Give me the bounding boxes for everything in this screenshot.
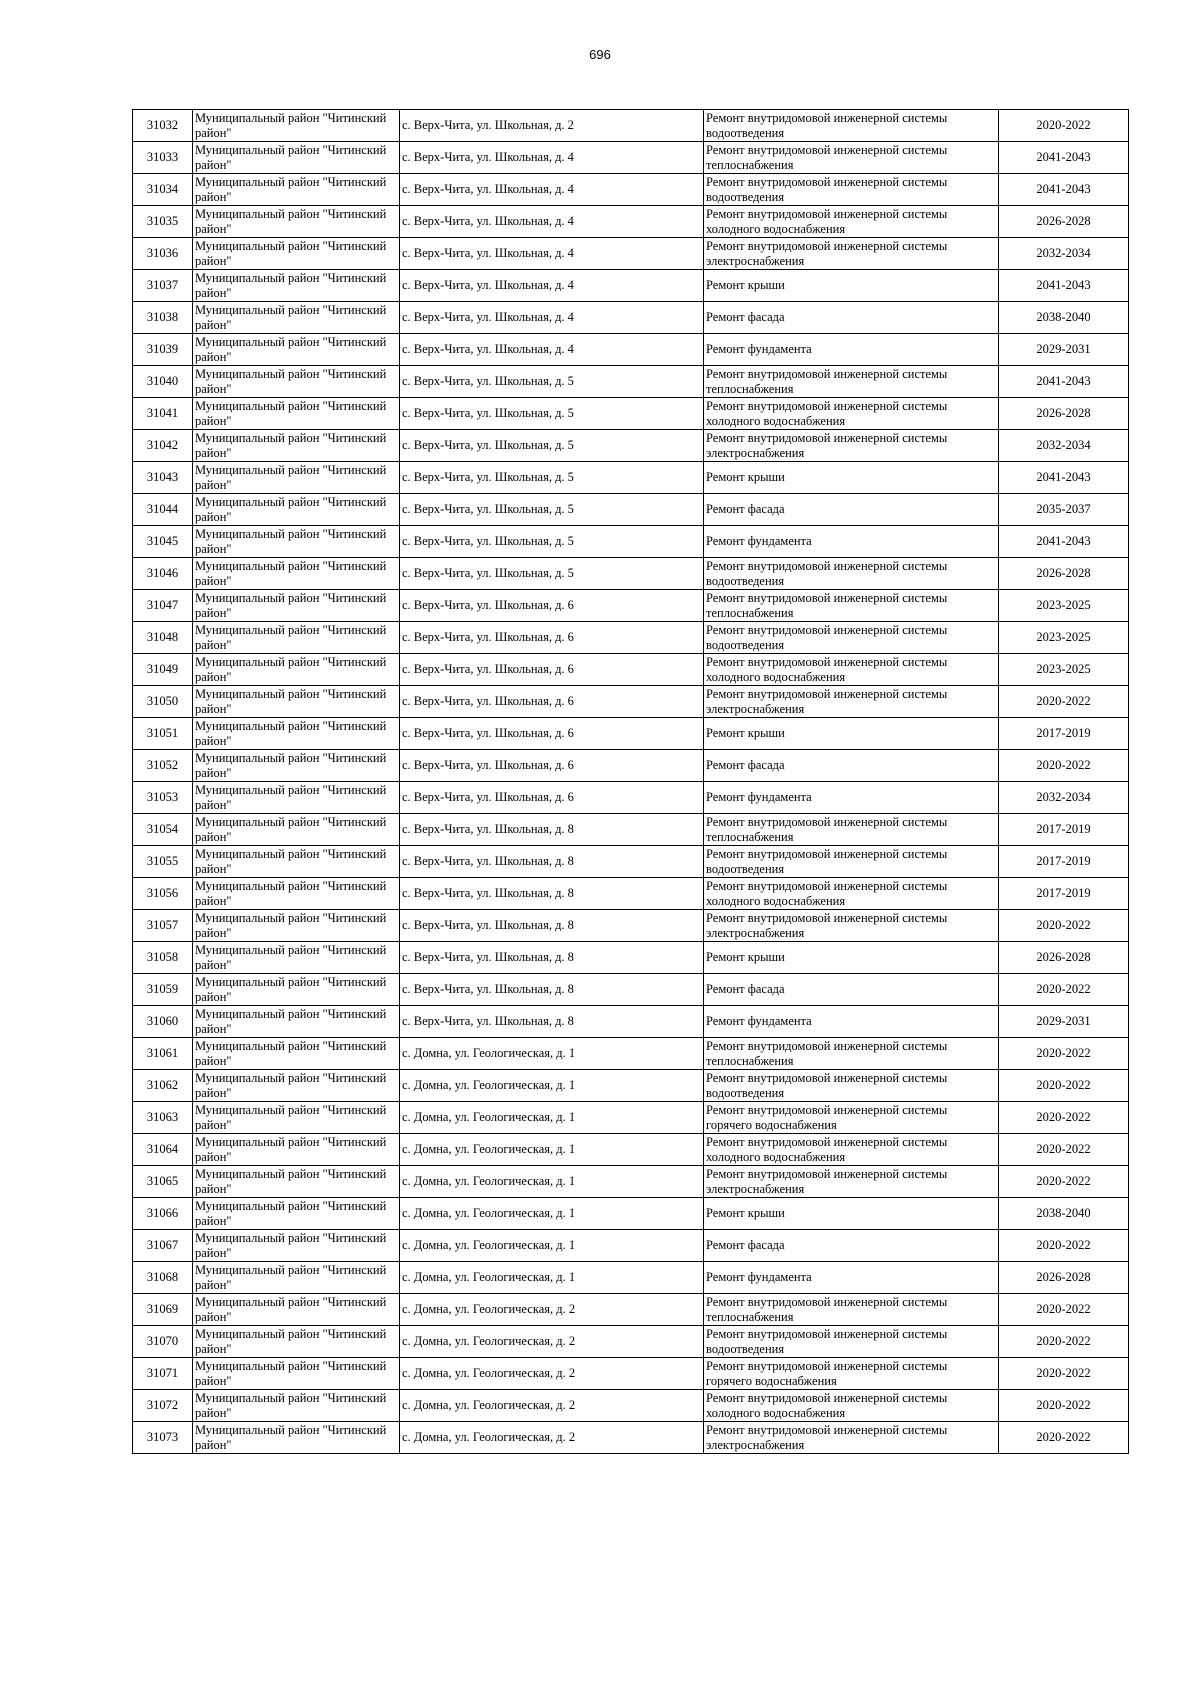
work-type-cell: Ремонт внутридомовой инженерной системы водоотведения	[704, 622, 999, 654]
municipality-cell: Муниципальный район "Читинский район"	[193, 1070, 400, 1102]
table-row	[133, 750, 1129, 782]
period-cell: 2017-2019	[999, 878, 1129, 910]
table-row	[133, 1326, 1129, 1358]
table-row	[133, 1070, 1129, 1102]
work-type-cell: Ремонт внутридомовой инженерной системы холодного водоснабжения	[704, 878, 999, 910]
municipality-cell: Муниципальный район "Читинский район"	[193, 590, 400, 622]
municipality-cell: Муниципальный район "Читинский район"	[193, 494, 400, 526]
municipality-cell: Муниципальный район "Читинский район"	[193, 462, 400, 494]
address-cell: с. Домна, ул. Геологическая, д. 1	[400, 1166, 704, 1198]
table-row	[133, 1038, 1129, 1070]
work-type-cell: Ремонт крыши	[704, 462, 999, 494]
row-number-cell: 31054	[133, 814, 193, 846]
work-type-cell: Ремонт внутридомовой инженерной системы теплоснабжения	[704, 142, 999, 174]
table-row	[133, 590, 1129, 622]
municipality-cell: Муниципальный район "Читинский район"	[193, 910, 400, 942]
municipality-cell: Муниципальный район "Читинский район"	[193, 654, 400, 686]
period-cell: 2017-2019	[999, 718, 1129, 750]
row-number-cell: 31069	[133, 1294, 193, 1326]
municipality-cell: Муниципальный район "Читинский район"	[193, 334, 400, 366]
address-cell: с. Верх-Чита, ул. Школьная, д. 6	[400, 622, 704, 654]
work-type-cell: Ремонт внутридомовой инженерной системы электроснабжения	[704, 1422, 999, 1454]
address-cell: с. Верх-Чита, ул. Школьная, д. 5	[400, 558, 704, 590]
row-number-cell: 31059	[133, 974, 193, 1006]
work-type-cell: Ремонт фундамента	[704, 526, 999, 558]
address-cell: с. Верх-Чита, ул. Школьная, д. 4	[400, 174, 704, 206]
work-type-cell: Ремонт внутридомовой инженерной системы теплоснабжения	[704, 814, 999, 846]
row-number-cell: 31067	[133, 1230, 193, 1262]
address-cell: с. Домна, ул. Геологическая, д. 1	[400, 1134, 704, 1166]
work-type-cell: Ремонт внутридомовой инженерной системы водоотведения	[704, 110, 999, 142]
municipality-cell: Муниципальный район "Читинский район"	[193, 622, 400, 654]
period-cell: 2026-2028	[999, 942, 1129, 974]
work-type-cell: Ремонт внутридомовой инженерной системы теплоснабжения	[704, 1294, 999, 1326]
address-cell: с. Верх-Чита, ул. Школьная, д. 6	[400, 718, 704, 750]
table-row	[133, 1390, 1129, 1422]
address-cell: с. Верх-Чита, ул. Школьная, д. 4	[400, 238, 704, 270]
work-type-cell: Ремонт внутридомовой инженерной системы электроснабжения	[704, 430, 999, 462]
address-cell: с. Домна, ул. Геологическая, д. 1	[400, 1230, 704, 1262]
work-type-cell: Ремонт фасада	[704, 1230, 999, 1262]
work-type-cell: Ремонт внутридомовой инженерной системы холодного водоснабжения	[704, 398, 999, 430]
work-type-cell: Ремонт внутридомовой инженерной системы горячего водоснабжения	[704, 1358, 999, 1390]
table-row	[133, 366, 1129, 398]
work-type-cell: Ремонт крыши	[704, 270, 999, 302]
address-cell: с. Верх-Чита, ул. Школьная, д. 5	[400, 494, 704, 526]
address-cell: с. Домна, ул. Геологическая, д. 1	[400, 1102, 704, 1134]
work-type-cell: Ремонт фасада	[704, 494, 999, 526]
municipality-cell: Муниципальный район "Читинский район"	[193, 1006, 400, 1038]
period-cell: 2026-2028	[999, 558, 1129, 590]
address-cell: с. Верх-Чита, ул. Школьная, д. 4	[400, 334, 704, 366]
row-number-cell: 31046	[133, 558, 193, 590]
municipality-cell: Муниципальный район "Читинский район"	[193, 398, 400, 430]
table-row	[133, 1262, 1129, 1294]
period-cell: 2038-2040	[999, 302, 1129, 334]
period-cell: 2032-2034	[999, 782, 1129, 814]
row-number-cell: 31057	[133, 910, 193, 942]
municipality-cell: Муниципальный район "Читинский район"	[193, 270, 400, 302]
work-type-cell: Ремонт крыши	[704, 1198, 999, 1230]
table-row	[133, 174, 1129, 206]
period-cell: 2026-2028	[999, 398, 1129, 430]
municipality-cell: Муниципальный район "Читинский район"	[193, 1262, 400, 1294]
table-row	[133, 430, 1129, 462]
work-type-cell: Ремонт внутридомовой инженерной системы водоотведения	[704, 174, 999, 206]
address-cell: с. Домна, ул. Геологическая, д. 1	[400, 1198, 704, 1230]
row-number-cell: 31040	[133, 366, 193, 398]
row-number-cell: 31048	[133, 622, 193, 654]
address-cell: с. Верх-Чита, ул. Школьная, д. 4	[400, 206, 704, 238]
municipality-cell: Муниципальный район "Читинский район"	[193, 206, 400, 238]
table-row	[133, 462, 1129, 494]
row-number-cell: 31035	[133, 206, 193, 238]
period-cell: 2041-2043	[999, 174, 1129, 206]
period-cell: 2020-2022	[999, 110, 1129, 142]
table-row	[133, 942, 1129, 974]
row-number-cell: 31068	[133, 1262, 193, 1294]
municipality-cell: Муниципальный район "Читинский район"	[193, 302, 400, 334]
table-row	[133, 398, 1129, 430]
municipality-cell: Муниципальный район "Читинский район"	[193, 782, 400, 814]
period-cell: 2032-2034	[999, 238, 1129, 270]
work-type-cell: Ремонт внутридомовой инженерной системы водоотведения	[704, 1070, 999, 1102]
period-cell: 2020-2022	[999, 1326, 1129, 1358]
row-number-cell: 31044	[133, 494, 193, 526]
period-cell: 2020-2022	[999, 974, 1129, 1006]
address-cell: с. Верх-Чита, ул. Школьная, д. 5	[400, 430, 704, 462]
municipality-cell: Муниципальный район "Читинский район"	[193, 1294, 400, 1326]
table-row	[133, 1358, 1129, 1390]
work-type-cell: Ремонт крыши	[704, 718, 999, 750]
work-type-cell: Ремонт фасада	[704, 302, 999, 334]
table-row	[133, 270, 1129, 302]
registry-table	[132, 109, 1129, 1454]
work-type-cell: Ремонт внутридомовой инженерной системы холодного водоснабжения	[704, 206, 999, 238]
address-cell: с. Верх-Чита, ул. Школьная, д. 4	[400, 270, 704, 302]
municipality-cell: Муниципальный район "Читинский район"	[193, 1230, 400, 1262]
municipality-cell: Муниципальный район "Читинский район"	[193, 558, 400, 590]
row-number-cell: 31053	[133, 782, 193, 814]
address-cell: с. Верх-Чита, ул. Школьная, д. 5	[400, 526, 704, 558]
period-cell: 2041-2043	[999, 462, 1129, 494]
period-cell: 2026-2028	[999, 206, 1129, 238]
table-row	[133, 814, 1129, 846]
row-number-cell: 31032	[133, 110, 193, 142]
row-number-cell: 31072	[133, 1390, 193, 1422]
municipality-cell: Муниципальный район "Читинский район"	[193, 238, 400, 270]
municipality-cell: Муниципальный район "Читинский район"	[193, 1134, 400, 1166]
table-row	[133, 974, 1129, 1006]
period-cell: 2032-2034	[999, 430, 1129, 462]
period-cell: 2020-2022	[999, 1070, 1129, 1102]
period-cell: 2020-2022	[999, 1358, 1129, 1390]
municipality-cell: Муниципальный район "Читинский район"	[193, 110, 400, 142]
row-number-cell: 31039	[133, 334, 193, 366]
address-cell: с. Домна, ул. Геологическая, д. 1	[400, 1262, 704, 1294]
address-cell: с. Верх-Чита, ул. Школьная, д. 4	[400, 142, 704, 174]
row-number-cell: 31042	[133, 430, 193, 462]
address-cell: с. Домна, ул. Геологическая, д. 2	[400, 1422, 704, 1454]
row-number-cell: 31038	[133, 302, 193, 334]
address-cell: с. Верх-Чита, ул. Школьная, д. 5	[400, 398, 704, 430]
address-cell: с. Верх-Чита, ул. Школьная, д. 6	[400, 686, 704, 718]
table-row	[133, 526, 1129, 558]
table-row	[133, 494, 1129, 526]
table-row	[133, 302, 1129, 334]
municipality-cell: Муниципальный район "Читинский район"	[193, 430, 400, 462]
period-cell: 2020-2022	[999, 1038, 1129, 1070]
work-type-cell: Ремонт внутридомовой инженерной системы холодного водоснабжения	[704, 1134, 999, 1166]
table-row	[133, 1134, 1129, 1166]
municipality-cell: Муниципальный район "Читинский район"	[193, 142, 400, 174]
address-cell: с. Домна, ул. Геологическая, д. 2	[400, 1390, 704, 1422]
municipality-cell: Муниципальный район "Читинский район"	[193, 1102, 400, 1134]
address-cell: с. Верх-Чита, ул. Школьная, д. 2	[400, 110, 704, 142]
period-cell: 2029-2031	[999, 1006, 1129, 1038]
period-cell: 2023-2025	[999, 654, 1129, 686]
address-cell: с. Верх-Чита, ул. Школьная, д. 8	[400, 910, 704, 942]
work-type-cell: Ремонт внутридомовой инженерной системы горячего водоснабжения	[704, 1102, 999, 1134]
table-row	[133, 238, 1129, 270]
address-cell: с. Верх-Чита, ул. Школьная, д. 4	[400, 302, 704, 334]
row-number-cell: 31033	[133, 142, 193, 174]
work-type-cell: Ремонт внутридомовой инженерной системы водоотведения	[704, 558, 999, 590]
row-number-cell: 31071	[133, 1358, 193, 1390]
table-row	[133, 622, 1129, 654]
period-cell: 2026-2028	[999, 1262, 1129, 1294]
row-number-cell: 31045	[133, 526, 193, 558]
table-row	[133, 1230, 1129, 1262]
table-row	[133, 718, 1129, 750]
work-type-cell: Ремонт фундамента	[704, 1006, 999, 1038]
work-type-cell: Ремонт фасада	[704, 974, 999, 1006]
address-cell: с. Верх-Чита, ул. Школьная, д. 8	[400, 942, 704, 974]
municipality-cell: Муниципальный район "Читинский район"	[193, 974, 400, 1006]
municipality-cell: Муниципальный район "Читинский район"	[193, 1038, 400, 1070]
address-cell: с. Домна, ул. Геологическая, д. 1	[400, 1038, 704, 1070]
row-number-cell: 31052	[133, 750, 193, 782]
row-number-cell: 31064	[133, 1134, 193, 1166]
row-number-cell: 31034	[133, 174, 193, 206]
address-cell: с. Верх-Чита, ул. Школьная, д. 6	[400, 654, 704, 686]
table-row	[133, 1102, 1129, 1134]
row-number-cell: 31036	[133, 238, 193, 270]
period-cell: 2041-2043	[999, 526, 1129, 558]
address-cell: с. Домна, ул. Геологическая, д. 2	[400, 1358, 704, 1390]
work-type-cell: Ремонт внутридомовой инженерной системы электроснабжения	[704, 910, 999, 942]
address-cell: с. Верх-Чита, ул. Школьная, д. 5	[400, 462, 704, 494]
period-cell: 2020-2022	[999, 1230, 1129, 1262]
municipality-cell: Муниципальный район "Читинский район"	[193, 1198, 400, 1230]
work-type-cell: Ремонт внутридомовой инженерной системы теплоснабжения	[704, 1038, 999, 1070]
work-type-cell: Ремонт внутридомовой инженерной системы электроснабжения	[704, 686, 999, 718]
work-type-cell: Ремонт фасада	[704, 750, 999, 782]
row-number-cell: 31062	[133, 1070, 193, 1102]
work-type-cell: Ремонт внутридомовой инженерной системы теплоснабжения	[704, 366, 999, 398]
table-row	[133, 686, 1129, 718]
row-number-cell: 31060	[133, 1006, 193, 1038]
row-number-cell: 31070	[133, 1326, 193, 1358]
row-number-cell: 31051	[133, 718, 193, 750]
table-row	[133, 846, 1129, 878]
municipality-cell: Муниципальный район "Читинский район"	[193, 878, 400, 910]
row-number-cell: 31049	[133, 654, 193, 686]
table-row	[133, 1006, 1129, 1038]
row-number-cell: 31073	[133, 1422, 193, 1454]
row-number-cell: 31047	[133, 590, 193, 622]
row-number-cell: 31058	[133, 942, 193, 974]
municipality-cell: Муниципальный район "Читинский район"	[193, 718, 400, 750]
address-cell: с. Верх-Чита, ул. Школьная, д. 8	[400, 846, 704, 878]
table-row	[133, 110, 1129, 142]
table-row	[133, 334, 1129, 366]
work-type-cell: Ремонт внутридомовой инженерной системы холодного водоснабжения	[704, 654, 999, 686]
address-cell: с. Верх-Чита, ул. Школьная, д. 8	[400, 814, 704, 846]
address-cell: с. Верх-Чита, ул. Школьная, д. 8	[400, 1006, 704, 1038]
municipality-cell: Муниципальный район "Читинский район"	[193, 1390, 400, 1422]
municipality-cell: Муниципальный район "Читинский район"	[193, 942, 400, 974]
address-cell: с. Верх-Чита, ул. Школьная, д. 8	[400, 974, 704, 1006]
work-type-cell: Ремонт внутридомовой инженерной системы электроснабжения	[704, 238, 999, 270]
row-number-cell: 31065	[133, 1166, 193, 1198]
address-cell: с. Домна, ул. Геологическая, д. 1	[400, 1070, 704, 1102]
period-cell: 2041-2043	[999, 366, 1129, 398]
address-cell: с. Верх-Чита, ул. Школьная, д. 6	[400, 590, 704, 622]
work-type-cell: Ремонт внутридомовой инженерной системы холодного водоснабжения	[704, 1390, 999, 1422]
work-type-cell: Ремонт внутридомовой инженерной системы теплоснабжения	[704, 590, 999, 622]
address-cell: с. Верх-Чита, ул. Школьная, д. 6	[400, 782, 704, 814]
period-cell: 2020-2022	[999, 910, 1129, 942]
period-cell: 2020-2022	[999, 1294, 1129, 1326]
table-row	[133, 782, 1129, 814]
period-cell: 2020-2022	[999, 750, 1129, 782]
work-type-cell: Ремонт внутридомовой инженерной системы водоотведения	[704, 846, 999, 878]
table-row	[133, 206, 1129, 238]
table-row	[133, 654, 1129, 686]
period-cell: 2041-2043	[999, 270, 1129, 302]
work-type-cell: Ремонт фундамента	[704, 334, 999, 366]
period-cell: 2020-2022	[999, 1166, 1129, 1198]
period-cell: 2041-2043	[999, 142, 1129, 174]
period-cell: 2023-2025	[999, 622, 1129, 654]
row-number-cell: 31050	[133, 686, 193, 718]
address-cell: с. Домна, ул. Геологическая, д. 2	[400, 1326, 704, 1358]
row-number-cell: 31037	[133, 270, 193, 302]
row-number-cell: 31063	[133, 1102, 193, 1134]
table-row	[133, 1198, 1129, 1230]
period-cell: 2017-2019	[999, 814, 1129, 846]
municipality-cell: Муниципальный район "Читинский район"	[193, 1422, 400, 1454]
period-cell: 2035-2037	[999, 494, 1129, 526]
period-cell: 2020-2022	[999, 686, 1129, 718]
row-number-cell: 31043	[133, 462, 193, 494]
period-cell: 2017-2019	[999, 846, 1129, 878]
municipality-cell: Муниципальный район "Читинский район"	[193, 686, 400, 718]
work-type-cell: Ремонт внутридомовой инженерной системы водоотведения	[704, 1326, 999, 1358]
period-cell: 2038-2040	[999, 1198, 1129, 1230]
row-number-cell: 31056	[133, 878, 193, 910]
address-cell: с. Верх-Чита, ул. Школьная, д. 6	[400, 750, 704, 782]
table-row	[133, 1294, 1129, 1326]
address-cell: с. Верх-Чита, ул. Школьная, д. 8	[400, 878, 704, 910]
row-number-cell: 31055	[133, 846, 193, 878]
work-type-cell: Ремонт фундамента	[704, 1262, 999, 1294]
row-number-cell: 31061	[133, 1038, 193, 1070]
table-row	[133, 878, 1129, 910]
work-type-cell: Ремонт внутридомовой инженерной системы электроснабжения	[704, 1166, 999, 1198]
table-row	[133, 142, 1129, 174]
municipality-cell: Муниципальный район "Читинский район"	[193, 814, 400, 846]
table-row	[133, 1422, 1129, 1454]
registry-table-body	[133, 110, 1129, 1454]
period-cell: 2020-2022	[999, 1102, 1129, 1134]
page-number: 696	[589, 47, 611, 62]
municipality-cell: Муниципальный район "Читинский район"	[193, 1326, 400, 1358]
period-cell: 2020-2022	[999, 1390, 1129, 1422]
table-row	[133, 558, 1129, 590]
row-number-cell: 31041	[133, 398, 193, 430]
municipality-cell: Муниципальный район "Читинский район"	[193, 1358, 400, 1390]
address-cell: с. Верх-Чита, ул. Школьная, д. 5	[400, 366, 704, 398]
period-cell: 2029-2031	[999, 334, 1129, 366]
municipality-cell: Муниципальный район "Читинский район"	[193, 846, 400, 878]
period-cell: 2020-2022	[999, 1134, 1129, 1166]
row-number-cell: 31066	[133, 1198, 193, 1230]
table-row	[133, 1166, 1129, 1198]
municipality-cell: Муниципальный район "Читинский район"	[193, 174, 400, 206]
period-cell: 2023-2025	[999, 590, 1129, 622]
work-type-cell: Ремонт крыши	[704, 942, 999, 974]
work-type-cell: Ремонт фундамента	[704, 782, 999, 814]
address-cell: с. Домна, ул. Геологическая, д. 2	[400, 1294, 704, 1326]
table-row	[133, 910, 1129, 942]
municipality-cell: Муниципальный район "Читинский район"	[193, 1166, 400, 1198]
period-cell: 2020-2022	[999, 1422, 1129, 1454]
municipality-cell: Муниципальный район "Читинский район"	[193, 750, 400, 782]
municipality-cell: Муниципальный район "Читинский район"	[193, 526, 400, 558]
municipality-cell: Муниципальный район "Читинский район"	[193, 366, 400, 398]
